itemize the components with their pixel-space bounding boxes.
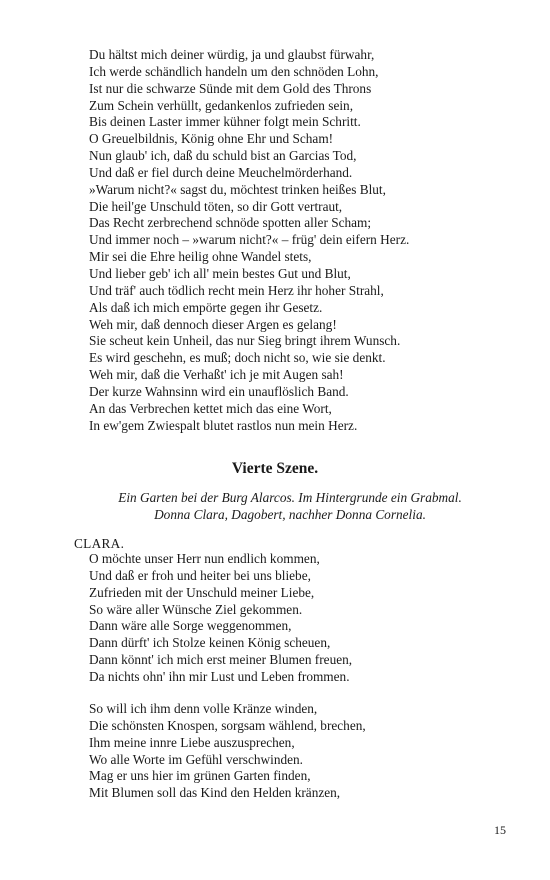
verse-line: Dann dürft' ich Stolze keinen König scheuen,: [89, 635, 331, 651]
stanza-1: [89, 551, 529, 686]
poem-part-1: [89, 47, 529, 434]
verse-line: Wo alle Worte im Gefühl verschwinden.: [89, 751, 303, 767]
verse-line: Es wird geschehn, es muß; doch nicht so, wie sie denkt.: [89, 350, 386, 366]
verse-line: Das Recht zerbrechend schnöde spotten aller Scham;: [89, 215, 372, 231]
verse-line: Und träf' auch tödlich recht mein Herz ihr hoher Strahl,: [89, 282, 384, 298]
stanza-2: [89, 701, 529, 802]
verse-line: Nun glaub' ich, daß du schuld bist an Garcias Tod,: [89, 148, 357, 164]
verse-line: Du hältst mich deiner würdig, ja und glaubst fürwahr,: [89, 47, 375, 62]
stage-direction-line: Donna Clara, Dagobert, nachher Donna Cornelia.: [154, 507, 426, 522]
verse-line: An das Verbrechen kettet mich das eine Wort,: [89, 400, 332, 416]
verse-line: O Greuelbildnis, König ohne Ehr und Scham!: [89, 131, 334, 147]
verse-line: O möchte unser Herr nun endlich kommen,: [89, 551, 320, 566]
verse-line: Die heil'ge Unschuld töten, so dir Gott vertraut,: [89, 198, 343, 214]
verse-line: Sie scheut kein Unheil, das nur Sieg bringt ihrem Wunsch.: [89, 333, 401, 349]
verse-line: Mit Blumen soll das Kind den Helden kränzen,: [89, 785, 341, 801]
speaker-name: CLARA.: [74, 536, 125, 551]
page-number: 15: [494, 823, 506, 837]
verse-line: Mag er uns hier im grünen Garten finden,: [89, 768, 311, 784]
verse-line: Und lieber geb' ich all' mein bestes Gut und Blut,: [89, 265, 351, 281]
verse-line: Dann könnt' ich mich erst meiner Blumen freuen,: [89, 652, 353, 668]
stage-direction-line: Ein Garten bei der Burg Alarcos. Im Hintergrunde ein Grabmal.: [118, 490, 462, 505]
verse-line: Dann wäre alle Sorge weggenommen,: [89, 618, 292, 634]
verse-line: Ich werde schändlich handeln um den schnöden Lohn,: [89, 63, 379, 79]
verse-line: »Warum nicht?« sagst du, möchtest trinken heißes Blut,: [89, 181, 386, 197]
verse-line: Mir sei die Ehre heilig ohne Wandel stets,: [89, 249, 312, 265]
verse-line: Weh mir, daß dennoch dieser Argen es gelang!: [89, 316, 337, 332]
verse-line: Und daß er fiel durch deine Meuchelmörderhand.: [89, 164, 353, 180]
verse-line: Die schönsten Knospen, sorgsam wählend, brechen,: [89, 717, 366, 733]
verse-line: In ew'gem Zwiespalt blutet rastlos nun mein Herz.: [89, 417, 358, 433]
verse-line: Als daß ich mich empörte gegen ihr Gesetz.: [89, 299, 323, 315]
verse-line: Zum Schein verhüllt, gedankenlos zufrieden sein,: [89, 97, 354, 113]
stage-direction: [60, 489, 520, 523]
scene-heading: Vierte Szene.: [231, 460, 319, 477]
verse-line: Und daß er froh und heiter bei uns bliebe,: [89, 567, 311, 583]
verse-line: Da nichts ohn' ihn mir Lust und Leben frommen.: [89, 668, 350, 684]
verse-line: Der kurze Wahnsinn wird ein unauflöslich Band.: [89, 383, 349, 399]
verse-line: Weh mir, daß die Verhaßt' ich je mit Augen sah!: [89, 367, 344, 383]
verse-line: So wäre aller Wünsche Ziel gekommen.: [89, 601, 303, 617]
verse-line: Bis deinen Laster immer kühner folgt mein Schritt.: [89, 114, 361, 130]
verse-line: Zufrieden mit der Unschuld meiner Liebe,: [89, 584, 315, 600]
verse-line: Und immer noch – »warum nicht?« – früg' dein eifern Herz.: [89, 232, 410, 248]
verse-line: So will ich ihm denn volle Kränze winden,: [89, 701, 318, 716]
verse-line: Ihm meine innre Liebe auszusprechen,: [89, 734, 295, 750]
verse-line: Ist nur die schwarze Sünde mit dem Gold des Throns: [89, 80, 372, 96]
